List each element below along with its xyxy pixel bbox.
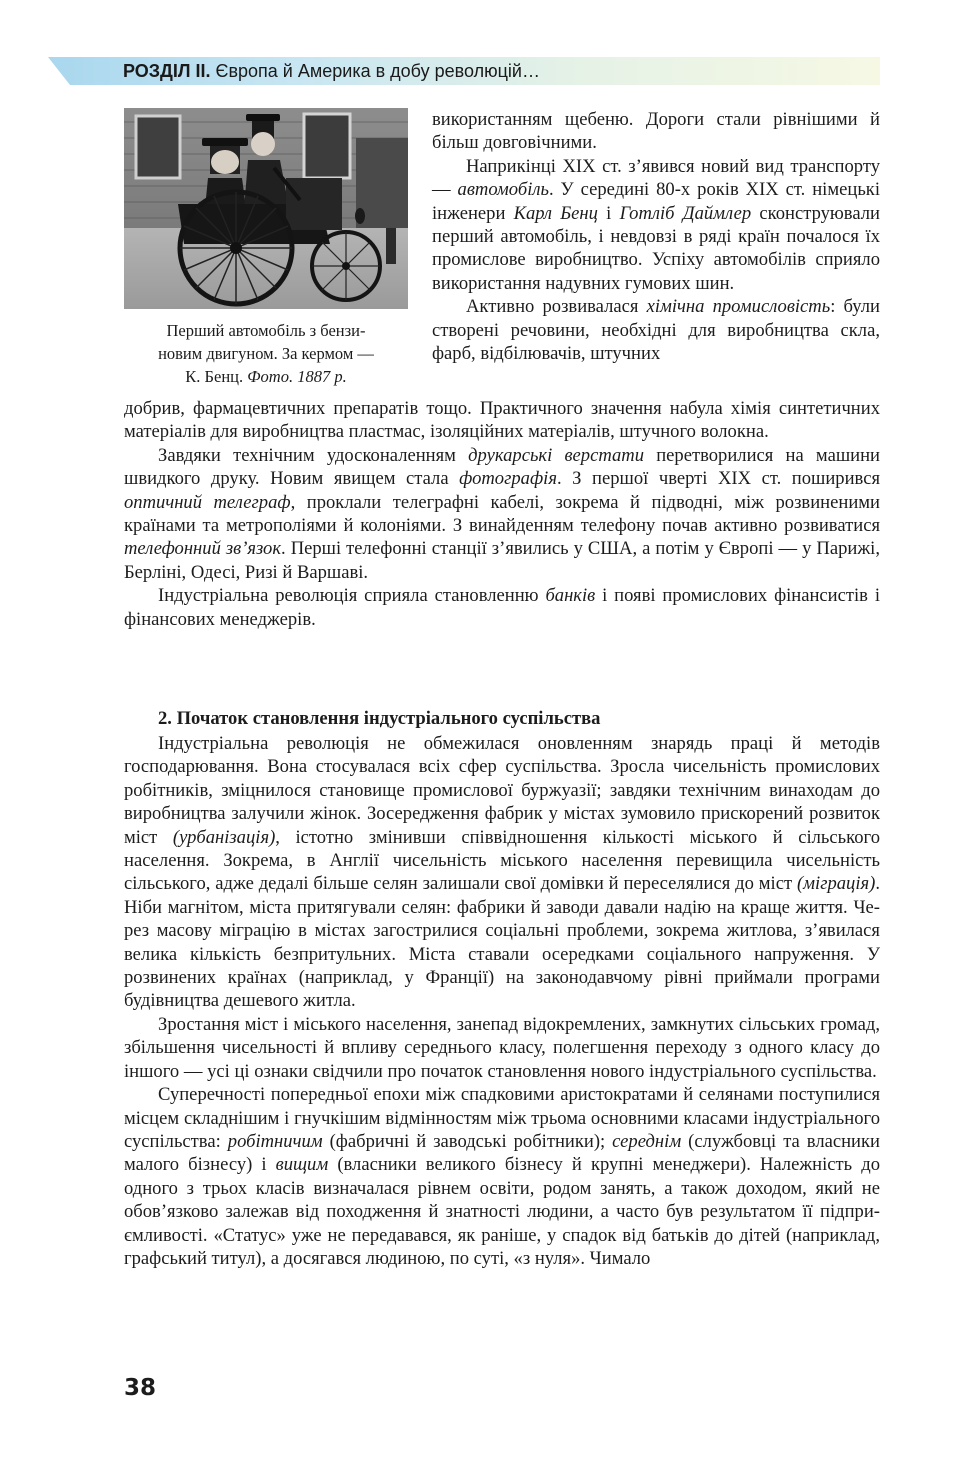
section-heading: 2. Початок становлення індустріального суспільства <box>158 708 601 729</box>
vintage-car-photo-icon <box>124 108 408 309</box>
page-number: 38 <box>124 1375 157 1401</box>
section-header <box>123 59 540 83</box>
paragraph: Індустріальна революція сприяла становленню банків і появі промислових фінансистів і фінансових менеджерів. <box>124 585 881 630</box>
section-title: Європа й Америка в добу революцій… <box>215 61 540 81</box>
text-block-upper <box>124 397 880 631</box>
paragraph: використанням щебеню. Дороги стали рівнішими й більш довговічними. <box>432 109 880 154</box>
figure-caption <box>124 319 408 388</box>
text-block-lower <box>124 732 880 1270</box>
paragraph: Індустріальна революція не обмежилася оновленням знарядь праці й методів господарювання. Вона стосувалася всіх сфер суспільства. Зросла чисельність промислових робітників, зміцнилося становище промислової буржуазії; завдяки технічним винаходам до виробництва залучили жінок. Зосередження фабрик у містах зумовило прискорений розвиток міст (урбанізація), істотно змінивши співвідношення кількості міського й сільського населення. Зокрема, в Англії чисельність міського населення перевищила чисельність сільського, адже дедалі більше селян залишали свої домівки й переселялися до міст (міграція). Ніби магнітом, міста притягували селян: фабрики й заводи давали надію на краще життя. Через масову міграцію в містах загострилися соціальні проблеми, зокрема житлова, з’явилася велика кількість безпритульних. Міста ставали осередками соціального напруження. У розвинених країнах (наприклад, у Франції) на законодавчому рівні приймали програми будівництва дешевого житла. <box>124 733 880 1012</box>
text-column-right <box>432 108 880 365</box>
caption-line: новим двигуном. За кермом — <box>158 344 374 363</box>
paragraph: добрив, фармацевтичних препаратів тощо. Практичного значення набула хімія синтетичних матеріалів для виробництва пластмас, ізоляційних матеріалів, штучного волокна. <box>124 398 880 443</box>
paragraph: Наприкінці XIX ст. з’явився новий вид транспорту — автомобіль. У середині 80-х років XIX ст. німецькі інженери Карл Бенц і Готліб Даймлер сконструювали перший автомобіль, і невдовзі в ряді країн почалося їх промислове виробництво. Успіху автомобілів сприяло використання надувних гумових шин. <box>432 155 881 294</box>
paragraph: Активно розвивалася хімічна промисловість: були створені речовини, необхідні для виробництва скла, фарб, відбілювачів, штучних <box>432 296 880 365</box>
paragraph: Завдяки технічним удосконаленням друкарські верстати перетворилися на машини швидкого друку. Новим явищем стала фотографія. З першої чверті XIX ст. поширився оптичний телеграф, проклали телеграфні кабелі, зокрема й підводні, між розвиненими країнами та метрополіями й колоніями. З винайденням телефону почав активно розвиватися телефонний зв’язок. Перші телефонні станції з’явились у США, а потім у Європі — у Парижі, Берліні, Одесі, Ризі й Варшаві. <box>124 444 880 583</box>
section-label: РОЗДІЛ ІІ. <box>123 61 211 81</box>
caption-line: Перший автомобіль з бензи- <box>166 321 366 340</box>
paragraph: Зростання міст і міського населення, занепад відокремлених, замкнутих сільських громад, збільшення чисельності й впливу середнього класу, полегшення переходу з одного класу до іншого — усі ці ознаки свідчили про початок становлення нового індустріального суспільства. <box>124 1013 880 1082</box>
caption-line: К. Бенц. Фото. 1887 р. <box>185 367 347 386</box>
paragraph: Суперечності попередньої епохи між спадковими аристократами й селянами поступилися місцем складнішим і гнучкішим відмінностям між трьома основними класами індустріального суспільства: робітничим (фабричні й заводські робітники); середнім (службовці та власники малого бізнесу) і вищим (власники великого бізнесу й крупні менеджери). Належність до одного з трьох класів визначалася рівнем освіти, родом занять, а також доходом, який не обов’язково залежав від походження й знатності людини, а часто був результатом її підприємливості. «Статус» уже не передавався, як раніше, у спадок від батьків до дітей (наприклад, графський титул), а досягався людиною, по суті, «з нуля». Чимало <box>124 1084 880 1269</box>
